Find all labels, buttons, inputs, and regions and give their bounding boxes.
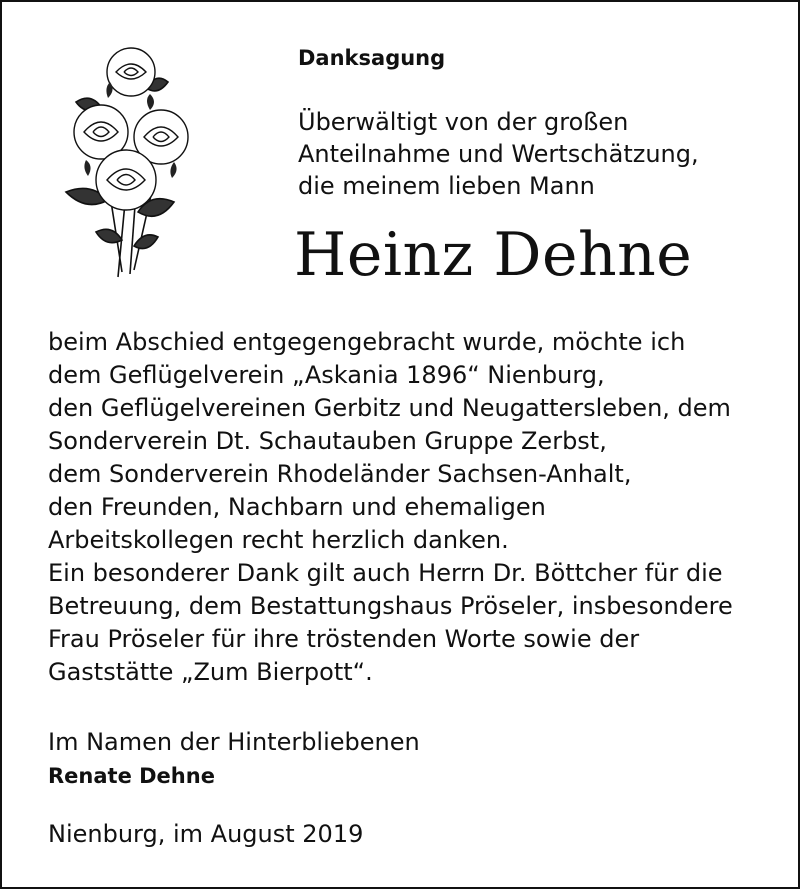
roses-bouquet-icon [46, 42, 196, 282]
intro-line: die meinem lieben Mann [298, 172, 595, 200]
body-line: den Geflügelvereinen Gerbitz und Neugattersleben, dem [48, 394, 731, 422]
intro-line: Anteilnahme und Wertschätzung, [298, 140, 699, 168]
signature-intro: Im Namen der Hinterbliebenen [48, 728, 420, 756]
body-line: Sonderverein Dt. Schautauben Gruppe Zerbst, [48, 427, 607, 455]
intro-line: Überwältigt von der großen [298, 108, 629, 136]
body-line: Gaststätte „Zum Bierpott“. [48, 658, 373, 686]
body-line: dem Sonderverein Rhodeländer Sachsen-Anhalt, [48, 460, 632, 488]
notice-heading: Danksagung [298, 46, 446, 70]
deceased-name: Heinz Dehne [294, 220, 693, 290]
place-date: Nienburg, im August 2019 [48, 820, 364, 848]
body-line: Ein besonderer Dank gilt auch Herrn Dr. Böttcher für die [48, 559, 723, 587]
body-line: Arbeitskollegen recht herzlich danken. [48, 526, 509, 554]
body-text [48, 326, 733, 689]
body-line: Betreuung, dem Bestattungshaus Pröseler, insbesondere [48, 592, 733, 620]
intro-text [298, 106, 699, 202]
body-line: Frau Pröseler für ihre tröstenden Worte sowie der [48, 625, 640, 653]
body-line: den Freunden, Nachbarn und ehemaligen [48, 493, 546, 521]
body-line: dem Geflügelverein „Askania 1896“ Nienburg, [48, 361, 605, 389]
signature-name: Renate Dehne [48, 764, 215, 788]
body-line: beim Abschied entgegengebracht wurde, möchte ich [48, 328, 686, 356]
